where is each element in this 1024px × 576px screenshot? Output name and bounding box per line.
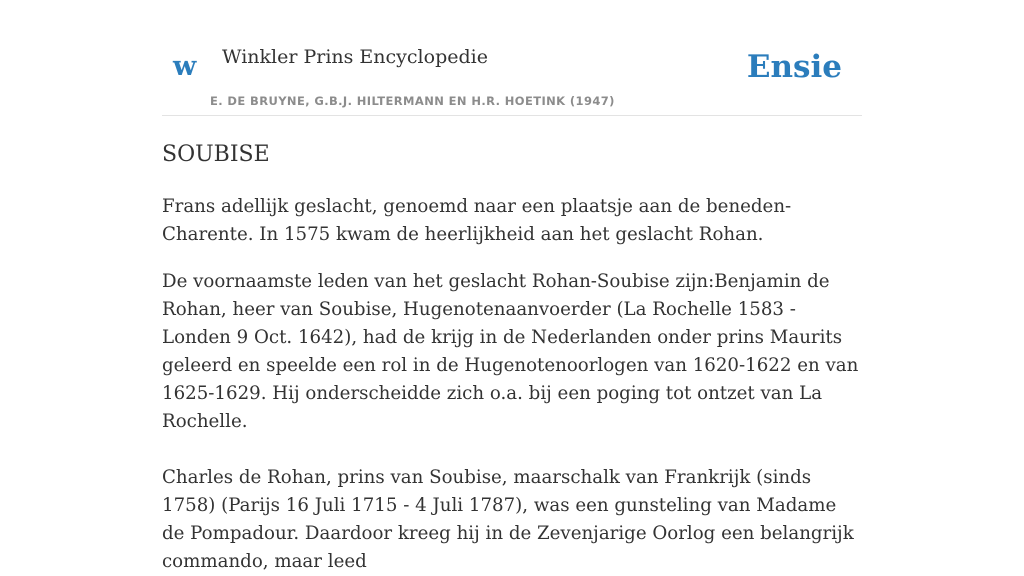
article-paragraph: Charles de Rohan, prins van Soubise, maarschalk van Frankrijk (sinds 1758) (Parijs 16 Juli 1715 - 4 Juli 1787), was een gunsteling van Madame de Pompadour. Daardoor kreeg hij in de Zevenjarige Oorlog een belangrijk commando, maar leed [162,467,854,572]
publication-title[interactable]: Winkler Prins Encyclopedie [222,46,488,68]
article-paragraph: De voornaamste leden van het geslacht Rohan-Soubise zijn:Benjamin de Rohan, heer van Soubise, Hugenotenaanvoerder (La Rochelle 1583 - Londen 9 Oct. 1642), had de krijg in de Nederlanden onder prins Maurits geleerd en speelde een rol in de Hugenotenoorlogen van 1620-1622 en van 1625-1629. Hij onderscheidde zich o.a. bij een poging tot ontzet van La Rochelle. [162,271,859,432]
header [162,0,862,116]
article-paragraph: Frans adellijk geslacht, genoemd naar een plaatsje aan de beneden-Charente. In 1575 kwam de heerlijkheid aan het geslacht Rohan. [162,196,792,245]
page [162,0,862,576]
ensie-brand-link[interactable]: Ensie [746,49,842,85]
article [162,140,862,576]
publication-logo-icon[interactable]: w [173,51,197,82]
publication-authors: E. DE BRUYNE, G.B.J. HILTERMANN EN H.R. HOETINK (1947) [210,94,615,108]
article-title: SOUBISE [162,142,270,167]
